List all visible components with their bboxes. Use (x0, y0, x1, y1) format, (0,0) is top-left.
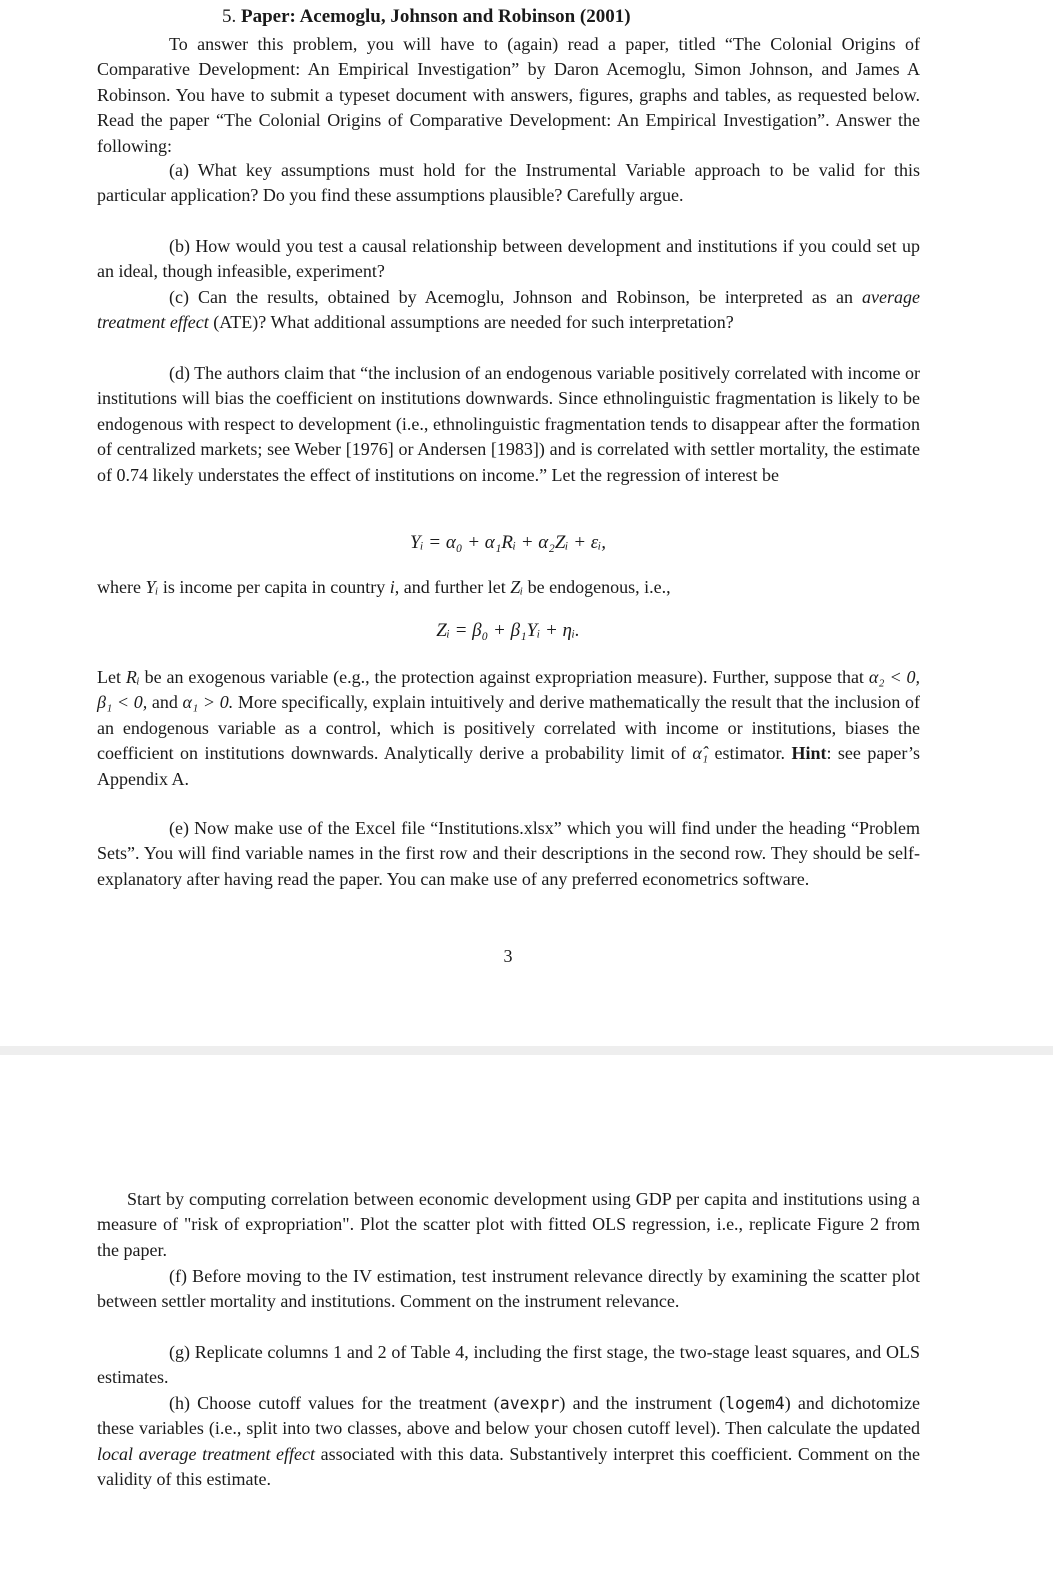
problem-title: Paper: Acemoglu, Johnson and Robinson (2001) (241, 6, 631, 27)
where-text-2: is income per capita in country (158, 577, 390, 597)
code-logem4: logem4 (725, 1394, 785, 1413)
question-a: (a) What key assumptions must hold for the Instrumental Variable approach to be valid for this particular application? Do you find these assumptions plausible? Carefully argue. (97, 160, 920, 206)
problem-heading (222, 6, 631, 28)
let-estimator: α̂₁ (692, 743, 709, 764)
where-text-3: , and further let (394, 577, 511, 597)
question-h-emphasis: local average treatment effect (97, 1443, 316, 1464)
let-text-3: and (147, 692, 183, 713)
question-c-text-2: (ATE)? What additional assumptions are needed for such interpretation? (208, 312, 734, 333)
let-var-r: Rᵢ (125, 667, 140, 687)
let-text-4: More specifically, explain intuitively and derive mathematically the result that the inclusion of an endogenous variable as a control, which is positively correlated with income or institutions, biases the coefficient on institutions downwards. Analytically derive a probability limit of (97, 692, 920, 764)
where-paragraph (97, 575, 920, 600)
question-d: (d) The authors claim that “the inclusion of an endogenous variable positively correlated with income or institutions will bias the coefficient on institutions downwards. Since ethnolinguistic fragmentation is likely to be endogenous with respect to development (i.e., ethnolinguistic fragmentation tends to disappear after the formation of centralized markets; see Weber [1976] or Andersen [1983]) and is correlated with settler mortality, the estimate of 0.74 likely understates the effect of institutions on income.” Let the regression of interest be (97, 363, 920, 485)
where-var-i: i (389, 577, 395, 597)
let-condition-1: α₂ < 0, β₁ < 0, (97, 667, 920, 713)
problem-number: 5. (222, 6, 237, 27)
hint-text: : see paper’s Appendix A. (97, 743, 920, 789)
page-2 (0, 1055, 1053, 1581)
let-text-1: Let (97, 667, 126, 687)
let-text-2: be an exogenous variable (e.g., the protection against expropriation measure). Further, suppose that (139, 667, 869, 687)
question-g: (g) Replicate columns 1 and 2 of Table 4, including the first stage, the two-stage least squares, and OLS estimates. (97, 1342, 920, 1388)
page-separator (0, 1046, 1053, 1055)
where-var-z: Zᵢ (510, 577, 524, 597)
code-avexpr: avexpr (499, 1394, 560, 1413)
question-h (97, 1391, 920, 1493)
question-h-text-3: ) and dichotomize these variables (i.e., split into two classes, above and below your chosen cutoff level). Then calculate the updated (97, 1393, 920, 1439)
continuation-paragraph: Start by computing correlation between economic development using GDP per capita and institutions using a measure of "risk of expropriation". Plot the scatter plot with fitted OLS regression, i.e., replicate Figure 2 from the paper. (97, 1189, 920, 1260)
question-e: (e) Now make use of the Excel file “Institutions.xlsx” which you will find under the heading “Problem Sets”. You will find variable names in the first row and their descriptions in the second row. They should be self-explanatory after having read the paper. You can make use of any preferred econometrics software. (97, 818, 920, 889)
hint-label: Hint (791, 743, 827, 764)
page-number: 3 (503, 946, 513, 966)
question-h-text-4: associated with this data. Substantively interpret this coefficient. Comment on the validity of this estimate. (97, 1443, 920, 1490)
question-c-emphasis: average treatment effect (97, 287, 920, 333)
equation-endogenous: Zᵢ = β₀ + β₁Yᵢ + ηᵢ. (436, 620, 580, 641)
intro-paragraph: To answer this problem, you will have to (again) read a paper, titled “The Colonial Origins of Comparative Development: An Empirical Investigation” by Daron Acemoglu, Simon Johnson, and James A Robinson. You have to submit a typeset document with answers, figures, graphs and tables, as requested below. Read the paper “The Colonial Origins of Comparative Development: An Empirical Investigation”. Answer the following: (97, 34, 920, 156)
let-condition-2: α₁ > 0. (182, 692, 234, 713)
equation-income: Yᵢ = α₀ + α₁Rᵢ + α₂Zᵢ + εᵢ, (409, 532, 607, 553)
where-text-4: be endogenous, i.e., (523, 577, 671, 597)
question-c (97, 285, 920, 336)
question-h-text-2: ) and the instrument ( (559, 1393, 726, 1413)
where-var-y: Yᵢ (145, 577, 159, 597)
question-c-text-1: (c) Can the results, obtained by Acemoglu, Johnson and Robinson, be interpreted as an (169, 287, 863, 307)
question-h-text-1: (h) Choose cutoff values for the treatment ( (169, 1393, 500, 1413)
let-text-5: estimator. (708, 743, 792, 764)
question-b: (b) How would you test a causal relationship between development and institutions if you could set up an ideal, though infeasible, experiment? (97, 236, 920, 282)
where-text-1: where (97, 577, 146, 597)
let-paragraph (97, 665, 920, 792)
question-f: (f) Before moving to the IV estimation, test instrument relevance directly by examining the scatter plot between settler mortality and institutions. Comment on the instrument relevance. (97, 1266, 920, 1312)
